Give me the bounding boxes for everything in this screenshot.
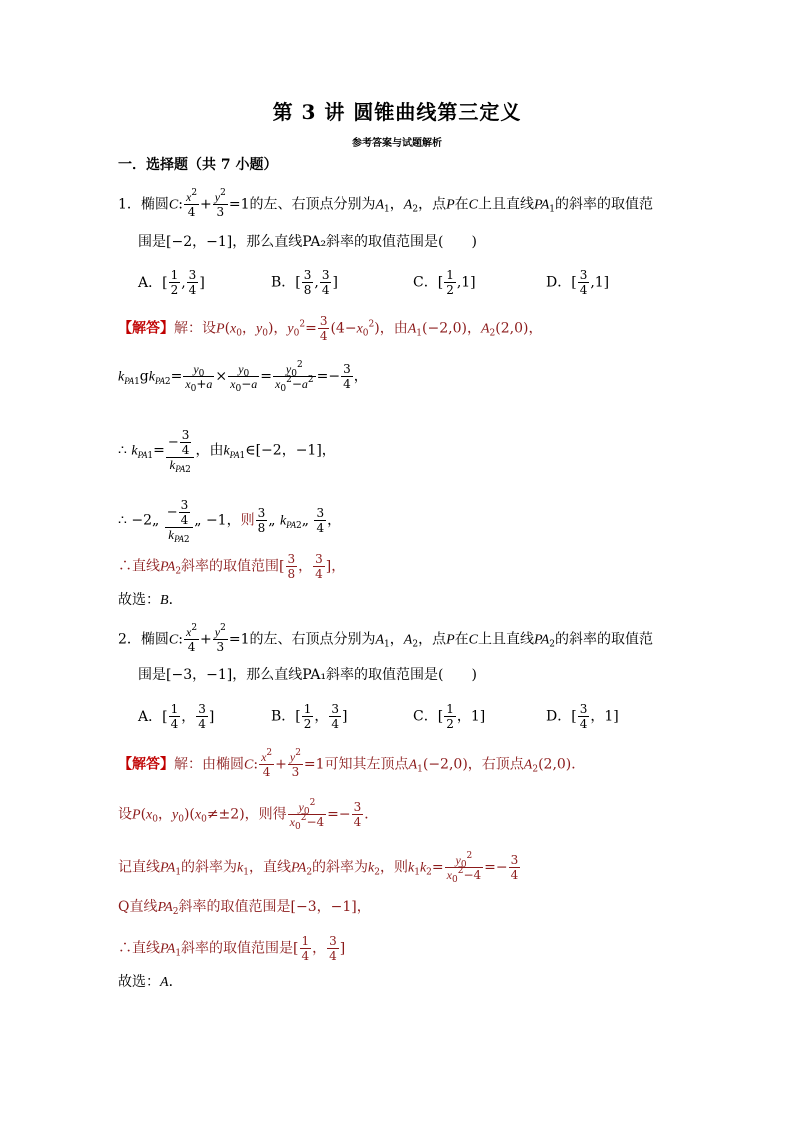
problem-2-statement-line-1: 2．椭圆C: $\frac{x^2}{4}$ + $\frac{y^2}{3}$ =1的左、右顶点分别为$A_1$，$A_2$，点P在C上且直线$PA_2$的斜率的取值范 [118,623,654,654]
option-d: D．[ $\frac{3}{4}$ ,1] [546,268,610,297]
solution-2-line-3: 记直线$PA_1$的斜率为$k_1$，直线$PA_2$的斜率为$k_2$，则$k_1k_2=$ $\frac{y_0^2}{x_0^2-4}$ =− $\frac{3}{4}$ [118,851,519,885]
problem-2-options [138,702,619,731]
solution-2-answer: 故选：A． [118,974,183,990]
solution-2-conclusion: ∴直线$PA_1$斜率的取值范围是[ $\frac{1}{4}$ ， $\frac{3}{4}$ ] [118,934,346,963]
page-subtitle: 参考答案与试题解析 [352,138,442,149]
solution-1-line-4: ∴ −2„ − $\frac{3}{4}$ $k_{PA2}$ „ −1，则 $\frac{3}{8}$ „ $k_{PA2}„$ $\frac{3}{4}$ ， [118,498,342,545]
solution-2-line-1: 【解答】解：由椭圆C: $\frac{x^2}{4}$ + $\frac{y^2}{3}$ =1可知其左顶点$A_1(-2,0)$，右顶点$A_2(2,0)$． [118,748,586,779]
solution-1-line-1: 【解答】解：设$P(x_0$，$y_0$)，$y_0^2=$ $\frac{3}{4}$ $(4-x_0^2)$，由$A_1(-2,0)$，$A_2(2,0)$， [118,314,543,343]
problem-1-statement-line-2: 围是[−2，−1]，那么直线PA₂斜率的取值范围是( ) [138,234,477,250]
problem-1-statement-line-1: 1．椭圆C: $\frac{x^2}{4}$ + $\frac{y^2}{3}$ =1的左、右顶点分别为$A_1$，$A_2$，点P在C上且直线$PA_1$的斜率的取值范 [118,188,654,219]
section-heading: 一．选择题（共 7 小题） [118,157,278,173]
solution-1-line-3: ∴ $k_{PA1}=$ − $\frac{3}{4}$ $k_{PA2}$ ，由$k_{PA1}\in[-2$，−1]， [118,428,336,475]
page-title: 第 3 讲 圆锥曲线第三定义 [272,100,522,124]
option-a: A．[ $\frac{1}{2}$ , $\frac{3}{4}$ ] [138,268,205,297]
solution-1-answer: 故选：B． [118,592,183,608]
option-c: C．[ $\frac{1}{2}$ ，1] [413,702,486,731]
option-b: B．[ $\frac{3}{8}$ , $\frac{3}{4}$ ] [271,268,338,297]
option-a: A．[ $\frac{1}{4}$ ， $\frac{3}{4}$ ] [138,702,215,731]
option-d: D．[ $\frac{3}{4}$ ，1] [546,702,619,731]
solution-1-line-2: $k_{PA1}gk_{PA2}=$ $\frac{y_0}{x_0+a}$ × $\frac{y_0}{x_0-a}$ = $\frac{y_0^2}{x_0^2-a^2}$ =− $\frac{3}{4}$ ， [118,360,368,394]
problem-1-options [138,268,610,297]
solution-2-line-4: Q直线$PA_2$斜率的取值范围是[−3，−1]， [118,899,371,917]
option-b: B．[ $\frac{1}{2}$ ， $\frac{3}{4}$ ] [271,702,348,731]
solution-1-conclusion: ∴直线$PA_2$斜率的取值范围[ $\frac{3}{8}$ ， $\frac{3}{4}$ ]， [118,552,346,581]
solution-2-line-2: 设$P(x_0$，$y_0)(x_0\ne\pm 2)$，则得 $\frac{y_0^2}{x_0^2-4}$ =− $\frac{3}{4}$ ． [118,798,379,832]
problem-2-statement-line-2: 围是[−3，−1]，那么直线PA₁斜率的取值范围是( ) [138,667,477,683]
option-c: C．[ $\frac{1}{2}$ ,1] [413,268,476,297]
